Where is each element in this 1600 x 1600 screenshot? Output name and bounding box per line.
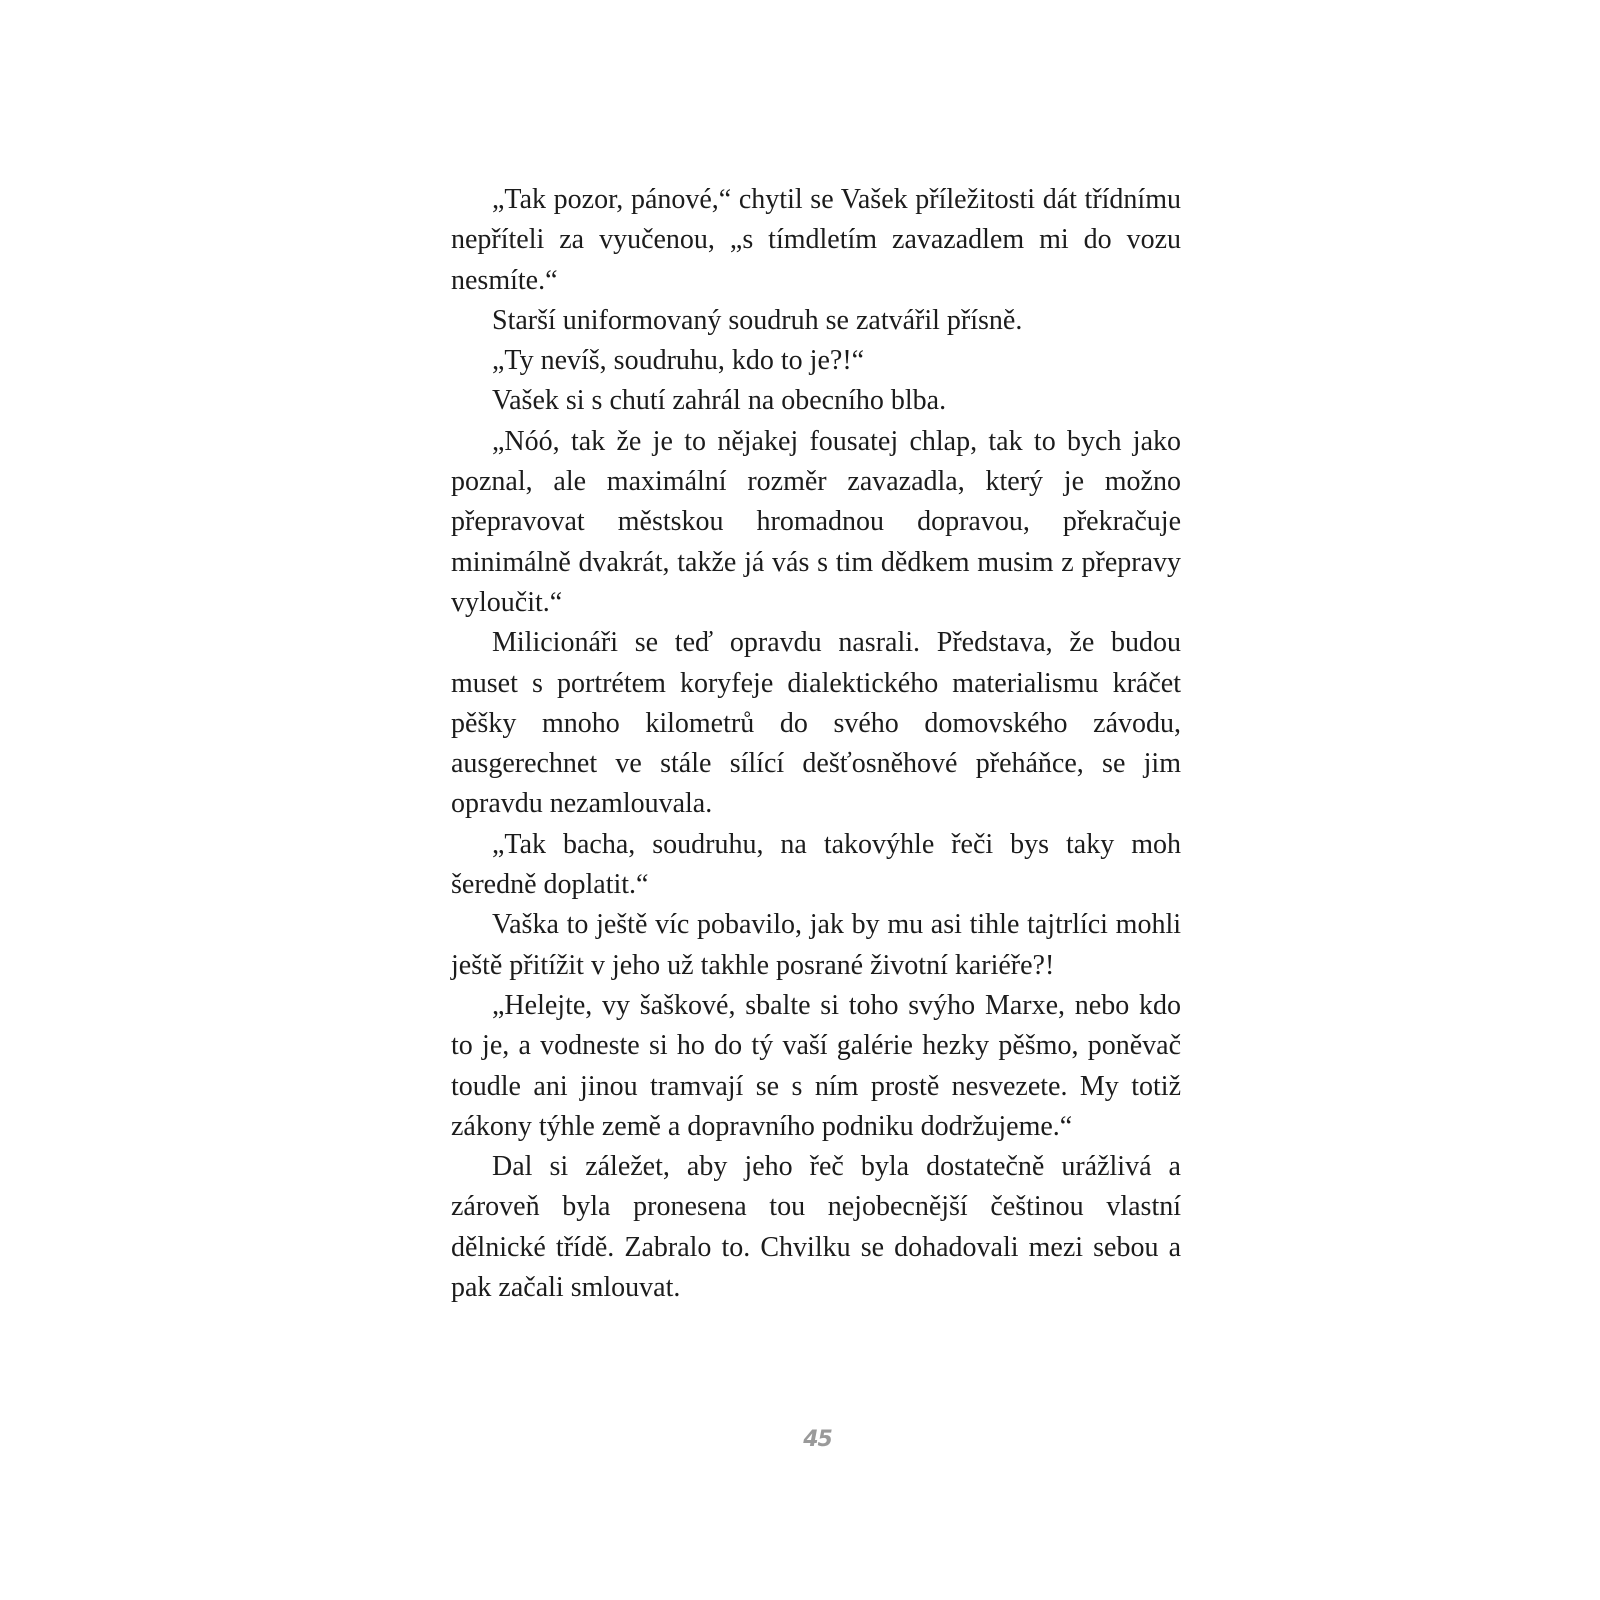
paragraph: „Tak pozor, pánové,“ chytil se Vašek příležitosti dát třídnímu nepříteli za vyučenou, „s tímdletím zavazadlem mi do vozu nesmíte.“ <box>451 184 1181 296</box>
page-number: 45 <box>803 1427 832 1452</box>
body-text <box>451 180 1181 1308</box>
paragraph: „Ty nevíš, soudruhu, kdo to je?!“ <box>492 345 865 377</box>
paragraph: Dal si záležet, aby jeho řeč byla dostatečně urážlivá a zároveň byla pronesena tou nejobecnější češtinou vlastní dělnické třídě. Zabralo to. Chvilku se dohadovali mezi sebou a pak začali smlouvat. <box>451 1151 1181 1304</box>
paragraph: „Helejte, vy šaškové, sbalte si toho svýho Marxe, nebo kdo to je, a vodneste si ho do tý vaší galérie hezky pěšmo, poněvač toudle ani jinou tramvají se s ním prostě nesvezete. My totiž zákony týhle země a dopravního podniku dodržujeme.“ <box>451 989 1181 1142</box>
paragraph: Vaška to ještě víc pobavilo, jak by mu asi tihle tajtrlíci mohli ještě přitížit v jeho už takhle posrané životní kariéře?! <box>451 909 1181 981</box>
paragraph: Starší uniformovaný soudruh se zatvářil přísně. <box>492 304 1023 336</box>
paragraph: Milicionáři se teď opravdu nasrali. Představa, že budou muset s portrétem koryfeje dialektického materialismu kráčet pěšky mnoho kilometrů do svého domovského závodu, ausgerechnet ve stále sílící dešťosněhové přeháňce, se jim opravdu nezamlouvala. <box>451 627 1181 820</box>
paragraph: „Nóó, tak že je to nějakej fousatej chlap, tak to bych jako poznal, ale maximální rozměr zavazadla, který je možno přepravovat městskou hromadnou dopravou, překračuje minimálně dvakrát, takže já vás s tim dědkem musim z přepravy vyloučit.“ <box>451 425 1181 618</box>
paragraph: Vašek si s chutí zahrál na obecního blba. <box>492 385 947 417</box>
paragraph: „Tak bacha, soudruhu, na takovýhle řeči bys taky moh šeredně doplatit.“ <box>451 828 1181 901</box>
